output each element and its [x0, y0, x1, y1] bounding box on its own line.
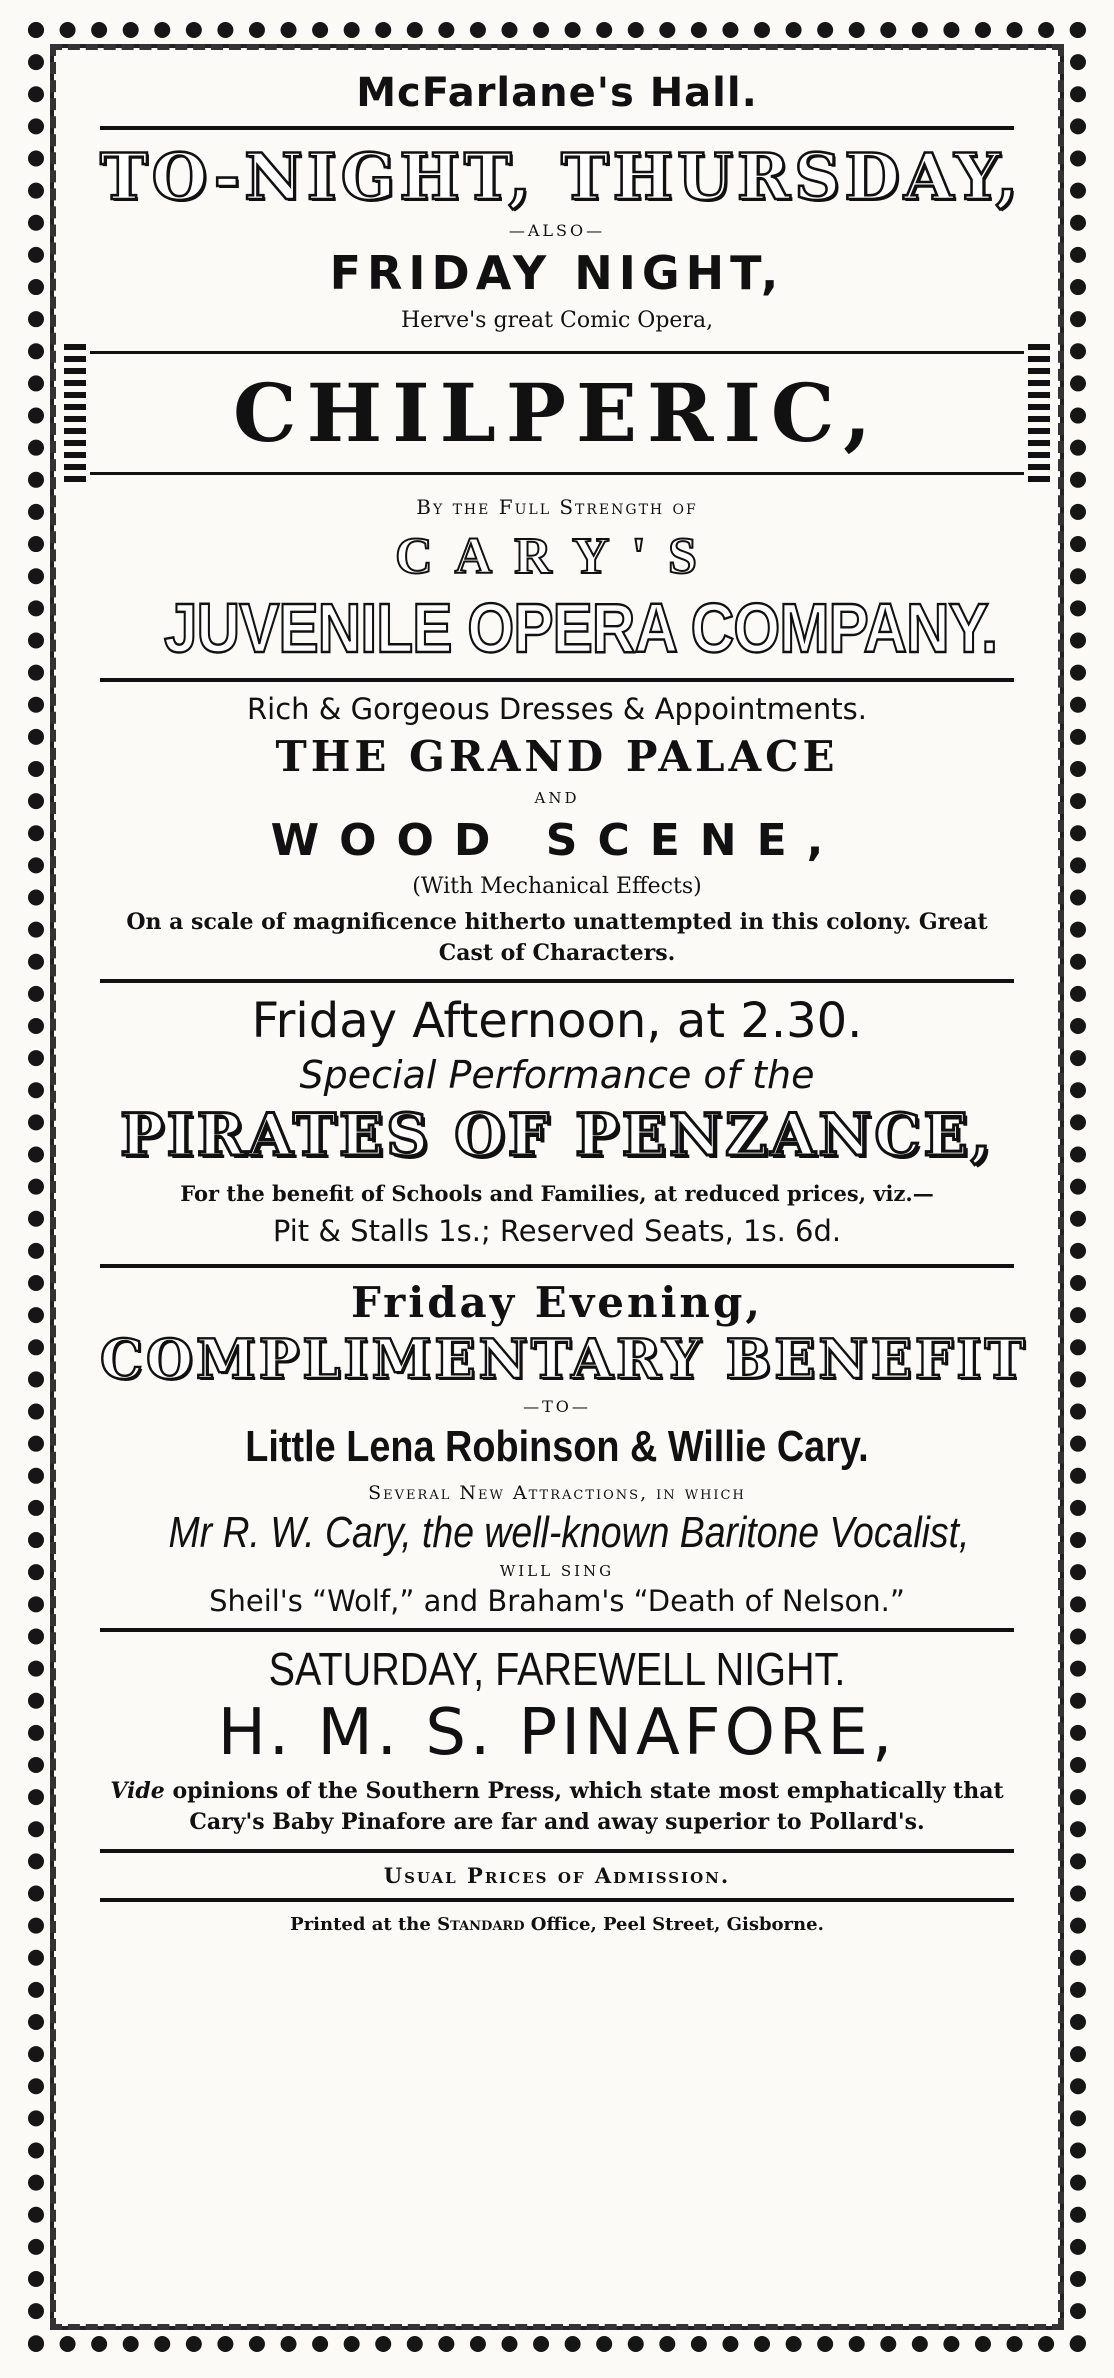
playbill-content: [100, 60, 1028, 1936]
opera-title: CHILPERIC,: [232, 366, 882, 460]
vocalist-line: Mr R. W. Cary, the well-known Baritone Vocalist,: [168, 1507, 970, 1557]
vide-word: Vide: [110, 1777, 165, 1804]
beneficiaries: Little Lena Robinson & Willie Cary.: [245, 1421, 869, 1471]
divider-rule: [100, 979, 1014, 983]
divider-rule: [100, 1628, 1014, 1632]
company-name: CARY'S: [395, 528, 719, 585]
special-performance: Special Performance of the: [299, 1052, 815, 1097]
mechanical-effects: (With Mechanical Effects): [412, 874, 702, 899]
divider-rule: [100, 1264, 1014, 1268]
friday-night-heading: FRIDAY NIGHT,: [329, 246, 785, 300]
company-title: JUVENILE OPERA COMPANY.: [163, 589, 998, 667]
pirates-heading: PIRATES OF PENZANCE,: [120, 1100, 994, 1169]
printer-line: [100, 1914, 1014, 1935]
schools-line: For the benefit of Schools and Families, at reduced prices, viz.—: [180, 1180, 934, 1206]
printer-address: Office, Peel Street, Gisborne.: [530, 1914, 824, 1936]
opera-description: Herve's great Comic Opera,: [400, 308, 714, 333]
prices-line: Pit & Stalls 1s.; Reserved Seats, 1s. 6d.: [272, 1213, 842, 1248]
complimentary-benefit: COMPLIMENTARY BENEFIT: [100, 1326, 1028, 1391]
byline: By the Full Strength of: [416, 495, 698, 519]
printer-office: Standard: [437, 1914, 525, 1936]
hall-name: McFarlane's Hall.: [356, 70, 758, 116]
friday-evening-heading: Friday Evening,: [351, 1277, 763, 1327]
songs-line: Sheil's “Wolf,” and Braham's “Death of Nelson.”: [209, 1583, 905, 1618]
afternoon-heading: Friday Afternoon, at 2.30.: [251, 992, 863, 1049]
admission-line: Usual Prices of Admission.: [383, 1863, 731, 1889]
will-sing-label: WILL SING: [499, 1561, 615, 1580]
also-label: —ALSO—: [508, 221, 606, 240]
scale-text: On a scale of magnificence hitherto unattempted in this colony. Great Cast of Characters.: [126, 909, 988, 966]
saturday-heading: SATURDAY, FAREWELL NIGHT.: [268, 1642, 846, 1695]
divider-rule: [100, 1898, 1014, 1902]
divider-rule: [100, 678, 1014, 682]
press-opinion: [100, 1776, 1014, 1840]
attractions-line: Several New Attractions, in which: [368, 1481, 746, 1504]
and-label: AND: [534, 789, 580, 807]
to-label: —TO—: [523, 1396, 591, 1416]
printer-prefix: Printed at the: [290, 1914, 431, 1936]
divider-rule: [100, 1849, 1014, 1853]
grand-palace-heading: THE GRAND PALACE: [275, 732, 839, 781]
wood-scene-heading: WOOD SCENE,: [270, 815, 844, 866]
pinafore-heading: H. M. S. PINAFORE,: [217, 1695, 897, 1770]
tonight-heading: TO-NIGHT, THURSDAY,: [100, 140, 1022, 215]
opera-title-box: [90, 351, 1024, 475]
press-opinion-text: opinions of the Southern Press, which state most emphatically that Cary's Baby Pinafore are far and away superior to Pollard's.: [172, 1777, 1004, 1836]
divider-rule: [100, 126, 1014, 130]
dresses-line: Rich & Gorgeous Dresses & Appointments.: [247, 692, 867, 726]
